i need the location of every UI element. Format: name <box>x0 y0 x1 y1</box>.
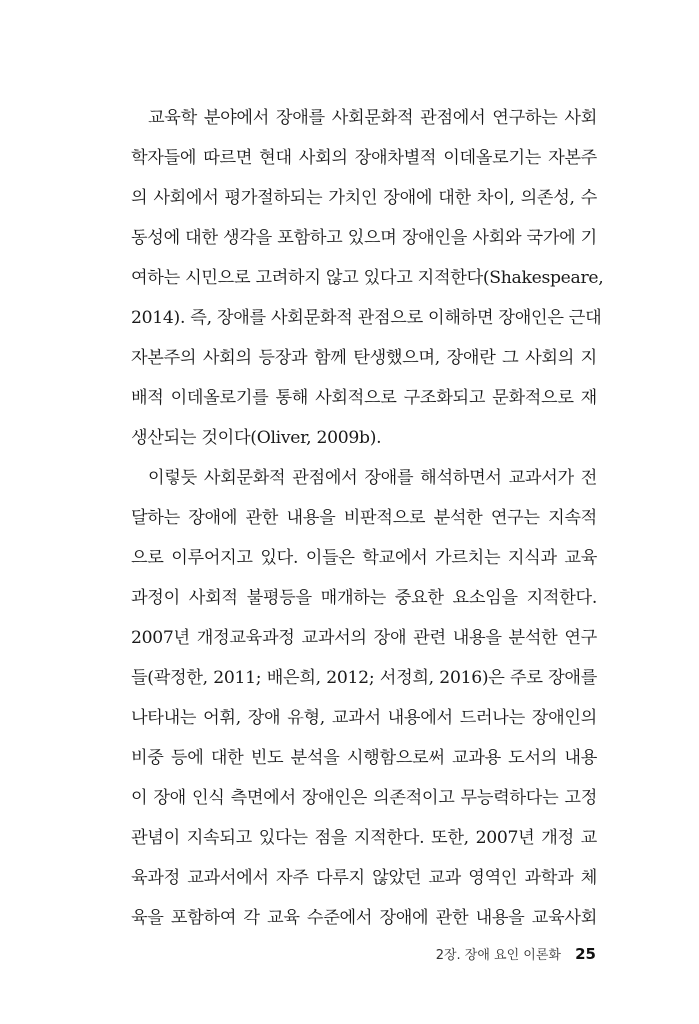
text-line: 이렇듯 사회문화적 관점에서 장애를 해석하면서 교과서가 전 <box>148 468 597 488</box>
text-line: 교육학 분야에서 장애를 사회문화적 관점에서 연구하는 사회 <box>148 108 597 128</box>
text-line: 자본주의 사회의 등장과 함께 탄생했으며, 장애란 그 사회의 지 <box>131 348 597 368</box>
text-line: 달하는 장애에 관한 내용을 비판적으로 분석한 연구는 지속적 <box>131 508 597 528</box>
page-number: 25 <box>575 945 596 963</box>
page-footer <box>436 944 596 963</box>
text-line: 생산되는 것이다(Oliver, 2009b). <box>131 428 382 448</box>
text-line: 으로 이루어지고 있다. 이들은 학교에서 가르치는 지식과 교육 <box>131 548 597 568</box>
text-line: 관념이 지속되고 있다는 점을 지적한다. 또한, 2007년 개정 교 <box>131 828 597 848</box>
text-line: 2007년 개정교육과정 교과서의 장애 관련 내용을 분석한 연구 <box>131 628 597 648</box>
body-text <box>131 98 604 938</box>
text-line: 육과정 교과서에서 자주 다루지 않았던 교과 영역인 과학과 체 <box>131 868 597 888</box>
text-line: 과정이 사회적 불평등을 매개하는 중요한 요소임을 지적한다. <box>131 588 597 608</box>
text-line: 비중 등에 대한 빈도 분석을 시행함으로써 교과용 도서의 내용 <box>131 748 597 768</box>
text-line: 육을 포함하여 각 교육 수준에서 장애에 관한 내용을 교육사회 <box>131 908 597 928</box>
text-line: 2014). 즉, 장애를 사회문화적 관점으로 이해하면 장애인은 근대 <box>131 308 602 328</box>
text-line: 여하는 시민으로 고려하지 않고 있다고 지적한다(Shakespeare, <box>131 268 604 288</box>
text-line: 의 사회에서 평가절하되는 가치인 장애에 대한 차이, 의존성, 수 <box>131 188 597 208</box>
text-line: 이 장애 인식 측면에서 장애인은 의존적이고 무능력하다는 고정 <box>131 788 597 808</box>
text-line: 들(곽정한, 2011; 배은희, 2012; 서정희, 2016)은 주로 장애를 <box>131 668 597 688</box>
text-line: 나타내는 어휘, 장애 유형, 교과서 내용에서 드러나는 장애인의 <box>131 708 597 728</box>
text-line: 배적 이데올로기를 통해 사회적으로 구조화되고 문화적으로 재 <box>131 388 597 408</box>
text-line: 학자들에 따르면 현대 사회의 장애차별적 이데올로기는 자본주 <box>131 148 597 168</box>
chapter-title: 2장. 장애 요인 이론화 <box>435 948 561 963</box>
text-line: 동성에 대한 생각을 포함하고 있으며 장애인을 사회와 국가에 기 <box>131 228 597 248</box>
